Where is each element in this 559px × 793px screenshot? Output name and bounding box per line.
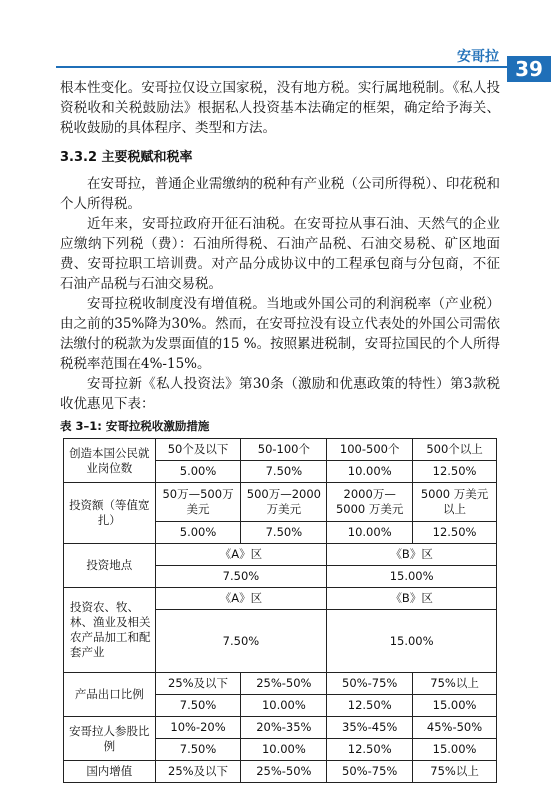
paragraph: 根本性变化。安哥拉仅设立国家税，没有地方税。实行属地税制。《私人投资税收和关税鼓励法》根据私人投资基本法确定的框架，确定给予海关、税收鼓励的具体程序、类型和方法。 — [60, 80, 500, 136]
table-cell: 12.50% — [413, 461, 497, 483]
table-cell: 10.00% — [241, 739, 327, 761]
table-row — [64, 544, 497, 566]
section-heading: 3.3.2 主要税赋和税率 — [60, 150, 193, 165]
table-cell: 50万—500万美元 — [155, 483, 241, 522]
table-cell: 12.50% — [413, 522, 497, 544]
table-cell: 12.50% — [327, 695, 413, 717]
table-cell: 10.00% — [241, 695, 327, 717]
table-cell: 25%-50% — [241, 761, 327, 783]
header-rule — [56, 66, 507, 68]
table-cell: 10.00% — [327, 461, 413, 483]
row-label: 国内增值 — [64, 761, 156, 783]
paragraph: 近年来，安哥拉政府开征石油税。在安哥拉从事石油、天然气的企业应缴纳下列税（费）：石油所得税、石油产品税、石油交易税、矿区地面费、安哥拉职工培训费。对产品分成协议中的工程承包商与分包商，不征石油产品税与石油交易税。 — [60, 216, 500, 292]
row-label: 投资农、牧、林、渔业及相关农产品加工和配套产业 — [64, 588, 156, 673]
table-cell: 5.00% — [155, 522, 241, 544]
table-cell: 7.50% — [155, 739, 241, 761]
table-row — [64, 588, 497, 610]
table-cell: 100-500个 — [327, 439, 413, 461]
running-header-title: 安哥拉 — [457, 49, 499, 65]
table-cell: 7.50% — [241, 522, 327, 544]
table-cell: 25%及以下 — [155, 673, 241, 695]
table-cell: 45%-50% — [413, 717, 497, 739]
row-label: 投资额（等值宽扎） — [64, 483, 156, 544]
table-cell: 75%以上 — [413, 673, 497, 695]
table-cell: 50-100个 — [241, 439, 327, 461]
table-cell: 500万—2000万美元 — [241, 483, 327, 522]
table-cell: 50%-75% — [327, 761, 413, 783]
table-row — [64, 483, 497, 522]
table-cell: 15.00% — [413, 695, 497, 717]
table-row — [64, 673, 497, 695]
table-cell: 《B》区 — [327, 544, 497, 566]
table-cell: 20%-35% — [241, 717, 327, 739]
table-cell: 15.00% — [327, 566, 497, 588]
paragraph: 在安哥拉，普通企业需缴纳的税种有产业税（公司所得税）、印花税和个人所得税。 — [60, 176, 500, 212]
table-cell: 50%-75% — [327, 673, 413, 695]
table-cell: 500个以上 — [413, 439, 497, 461]
table-cell: 10%-20% — [155, 717, 241, 739]
table-cell: 12.50% — [327, 739, 413, 761]
row-label: 产品出口比例 — [64, 673, 156, 717]
page-number: 39 — [507, 56, 551, 82]
table-cell: 《A》区 — [155, 544, 327, 566]
row-label: 投资地点 — [64, 544, 156, 588]
tax-incentive-table — [63, 438, 497, 783]
table-cell: 2000万—5000 万美元 — [327, 483, 413, 522]
table-cell: 7.50% — [155, 695, 241, 717]
table-cell: 25%及以下 — [155, 761, 241, 783]
table-cell: 25%-50% — [241, 673, 327, 695]
table-cell: 《B》区 — [327, 588, 497, 610]
page-body — [60, 78, 500, 783]
table-cell: 《A》区 — [155, 588, 327, 610]
table-cell: 35%-45% — [327, 717, 413, 739]
table-caption: 表 3–1: 安哥拉税收激励措施 — [60, 419, 210, 433]
table-cell: 75%以上 — [413, 761, 497, 783]
table-cell: 7.50% — [155, 566, 327, 588]
table-cell: 50个及以下 — [155, 439, 241, 461]
table-cell: 15.00% — [327, 610, 497, 673]
table-row — [64, 717, 497, 739]
row-label: 创造本国公民就业岗位数 — [64, 439, 156, 483]
table-cell: 5000 万美元以上 — [413, 483, 497, 522]
table-cell: 10.00% — [327, 522, 413, 544]
table-cell: 5.00% — [155, 461, 241, 483]
table-cell: 15.00% — [413, 739, 497, 761]
table-row — [64, 439, 497, 461]
table-row — [64, 761, 497, 783]
table-cell: 7.50% — [155, 610, 327, 673]
row-label: 安哥拉人参股比例 — [64, 717, 156, 761]
paragraph: 安哥拉新《私人投资法》第30条（激励和优惠政策的特性）第3款税收优惠见下表： — [60, 376, 500, 412]
paragraph: 安哥拉税收制度没有增值税。当地或外国公司的利润税率（产业税）由之前的35%降为30%。然而，在安哥拉没有设立代表处的外国公司需依法缴付的税款为发票面值的15 %。按照累进税制，安哥拉国民的个人所得税税率范围在4%-15%。 — [60, 296, 500, 372]
table-cell: 7.50% — [241, 461, 327, 483]
